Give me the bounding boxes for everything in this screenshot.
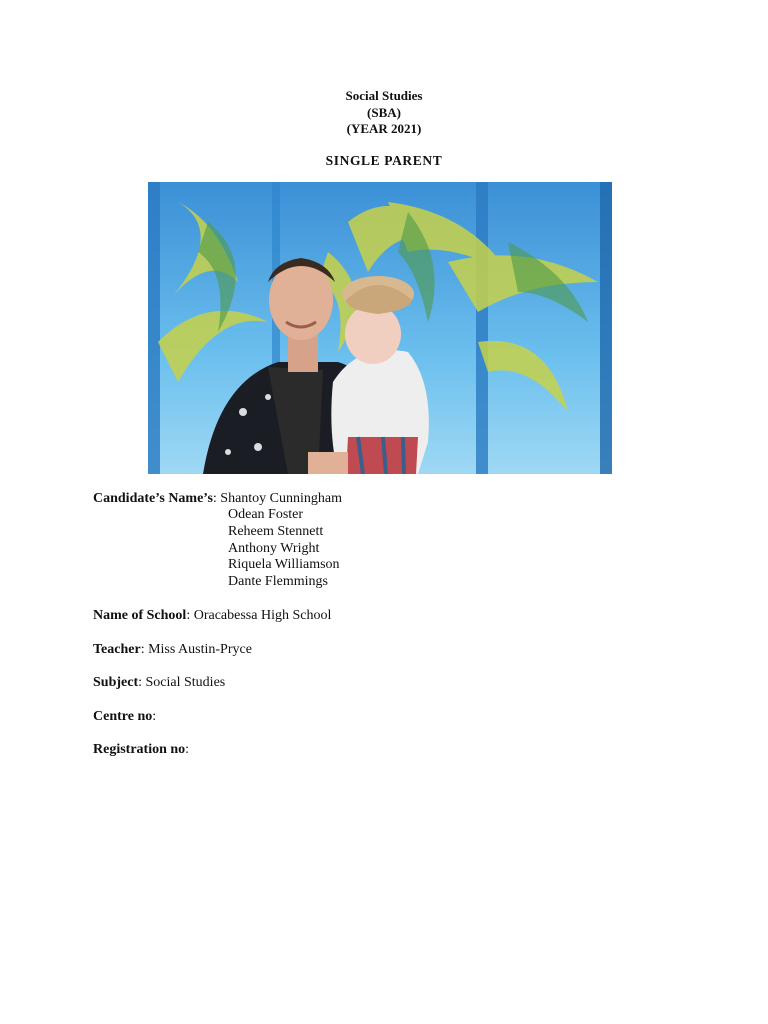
year-heading: (YEAR 2021) [346,121,422,136]
candidate-name-6: Dante Flemmings [228,574,328,590]
registration-line: Registration no: [93,742,190,757]
sba-heading: (SBA) [367,105,401,120]
candidate-name-1: Shantoy Cunningham [220,491,343,506]
candidate-name-2: Odean Foster [228,507,304,522]
school-line: Name of School: Oracabessa High School [93,608,332,623]
teacher-value: Miss Austin-Pryce [148,642,252,657]
subject-line: Subject: Social Studies [93,675,226,690]
candidate-name-5: Riquela Williamson [228,557,340,573]
subject-heading: Social Studies [345,88,423,103]
candidates-line: Candidate’s Name’s: Shantoy Cunningham [93,491,343,506]
school-label: Name of School [93,608,187,623]
subject-label: Subject [93,675,139,690]
cover-photo [148,182,612,474]
candidate-name-3: Reheem Stennett [228,523,324,539]
teacher-label: Teacher [93,642,141,657]
school-value: Oracabessa High School [193,608,332,623]
centre-label: Centre no [93,709,153,724]
candidate-name-4: Anthony Wright [228,540,320,556]
topic-title: SINGLE PARENT [325,153,443,168]
teacher-line: Teacher: Miss Austin-Pryce [93,642,252,657]
candidate-list [228,507,340,591]
centre-line: Centre no: [93,709,157,724]
subject-value: Social Studies [145,675,226,690]
registration-label: Registration no [93,742,186,757]
candidates-label: Candidate’s Name’s [93,491,213,506]
